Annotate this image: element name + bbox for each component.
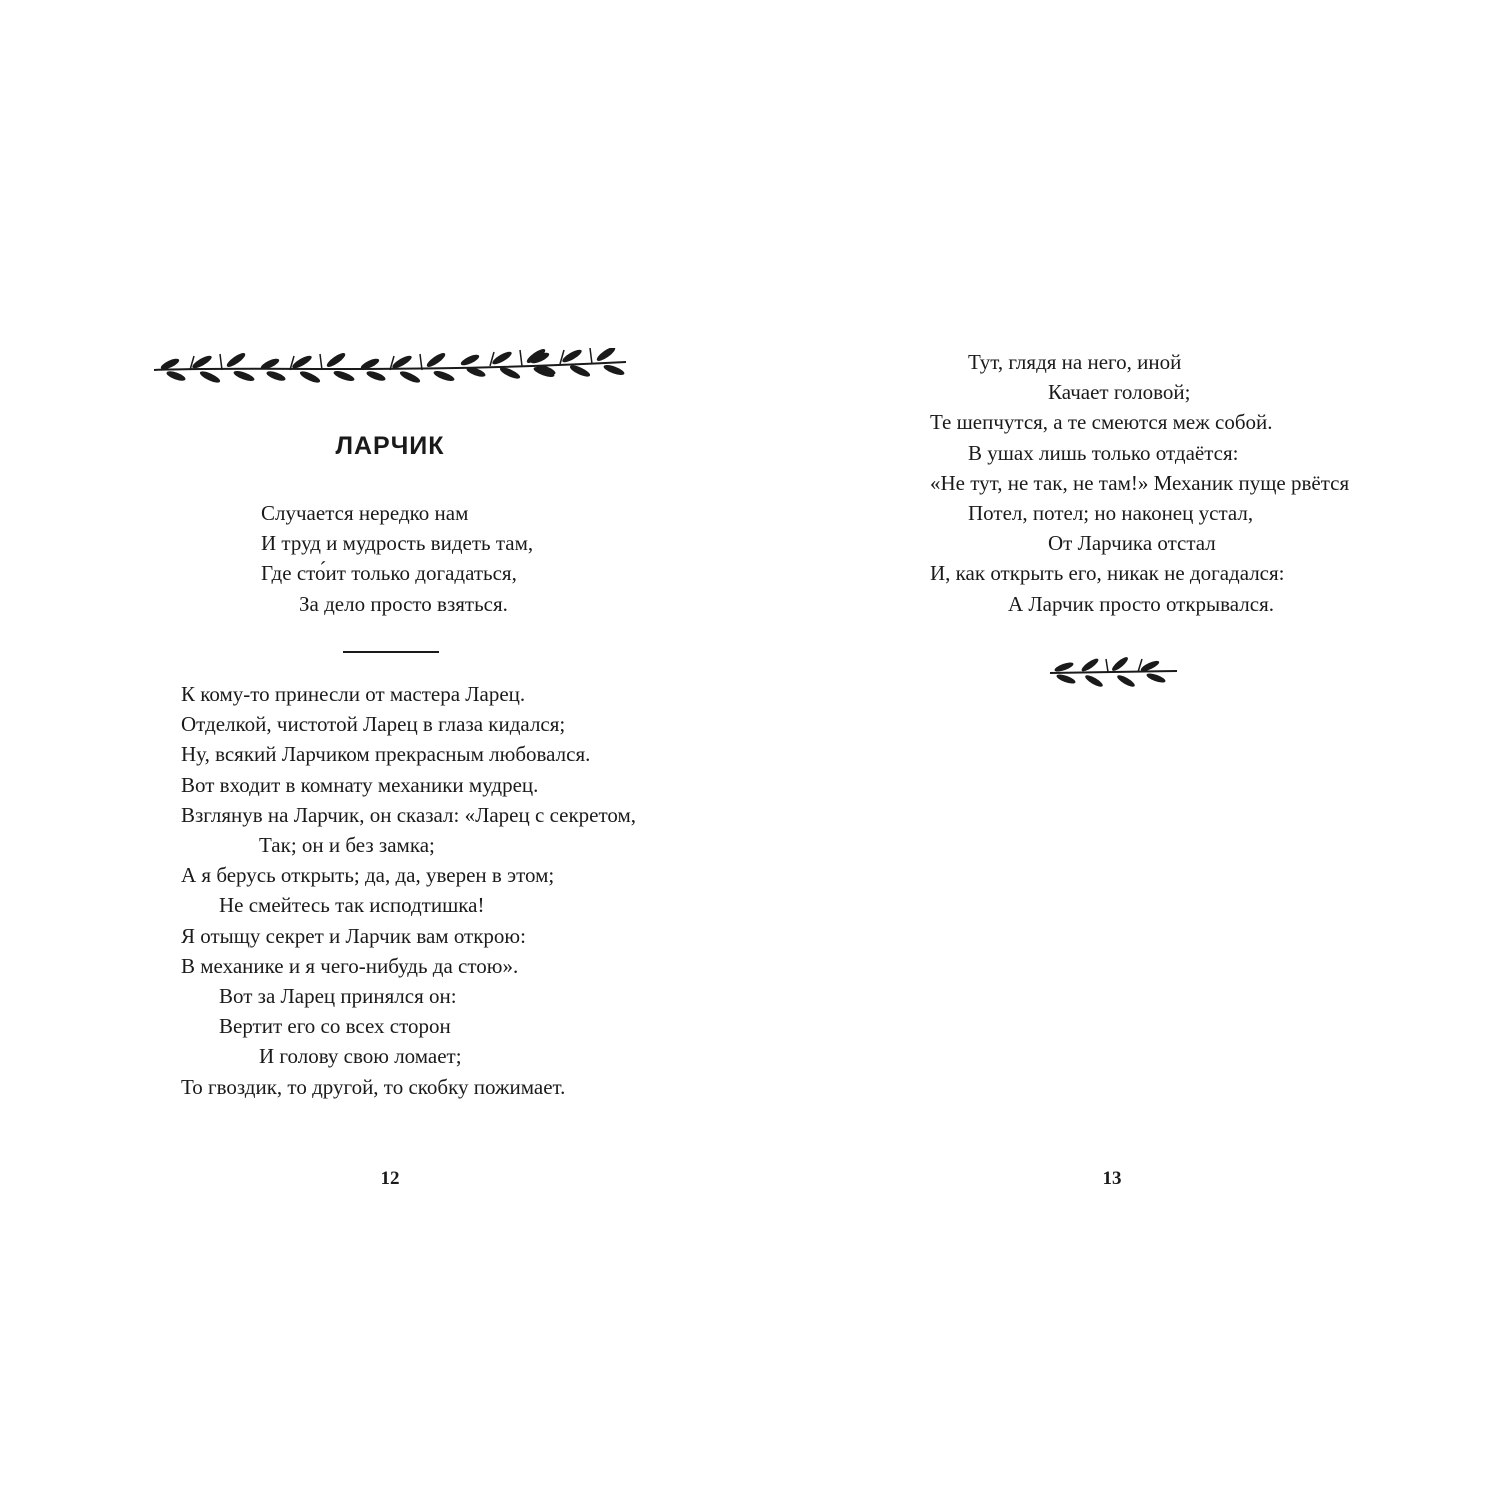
verse-line: Ну, всякий Ларчиком прекрасным любовался. <box>181 742 591 767</box>
verse-line: От Ларчика отстал <box>1048 531 1216 556</box>
verse-line: То гвоздик, то другой, то скобку пожимает. <box>181 1074 566 1099</box>
verse-line: Качает головой; <box>1048 380 1191 405</box>
verse-line: Так; он и без замка; <box>259 833 435 858</box>
verse-line: Взглянув на Ларчик, он сказал: «Ларец с секретом, <box>181 802 637 827</box>
verse-right <box>930 347 1349 619</box>
verse-line: В ушах лишь только отдаётся: <box>968 440 1239 465</box>
verse-left <box>181 679 636 1102</box>
verse-line: И, как открыть его, никак не догадался: <box>930 561 1285 586</box>
verse-line: Не смейтесь так исподтишка! <box>219 893 485 918</box>
right-page <box>750 0 1500 1500</box>
poem-title: ЛАРЧИК <box>335 432 445 460</box>
verse-line: Я отыщу секрет и Ларчик вам открою: <box>181 923 526 948</box>
epigraph-line: За дело просто взяться. <box>299 591 508 616</box>
verse-line: И голову свою ломает; <box>259 1044 462 1069</box>
verse-line: Вертит его со всех сторон <box>219 1014 451 1039</box>
laurel-branch-ornament <box>150 348 630 388</box>
small-laurel-ornament <box>1046 655 1181 689</box>
verse-line: К кому-то принесли от мастера Ларец. <box>181 682 526 706</box>
verse-line: В механике и я чего-нибудь да стою». <box>181 953 519 978</box>
verse-line: А я берусь открыть; да, да, уверен в этом; <box>181 863 555 888</box>
section-divider <box>343 651 439 653</box>
verse-line: Те шепчутся, а те смеются меж собой. <box>930 410 1273 435</box>
page-number: 12 <box>380 1168 400 1189</box>
verse-line: Тут, глядя на него, иной <box>968 350 1182 374</box>
epigraph <box>261 498 533 619</box>
verse-line: Потел, потел; но наконец устал, <box>968 501 1254 526</box>
verse-line: Вот входит в комнату механики мудрец. <box>181 772 539 797</box>
verse-line: Отделкой, чистотой Ларец в глаза кидался; <box>181 712 566 737</box>
epigraph-line: Случается нередко нам <box>261 501 469 525</box>
verse-line: Вот за Ларец принялся он: <box>219 984 457 1009</box>
verse-line: «Не тут, не так, не там!» Механик пуще рвётся <box>930 470 1350 495</box>
page-number: 13 <box>1102 1168 1122 1189</box>
verse-line: А Ларчик просто открывался. <box>1008 591 1275 616</box>
epigraph-line: И труд и мудрость видеть там, <box>261 531 534 556</box>
epigraph-line: Где сто́ит только догадаться, <box>261 561 517 586</box>
